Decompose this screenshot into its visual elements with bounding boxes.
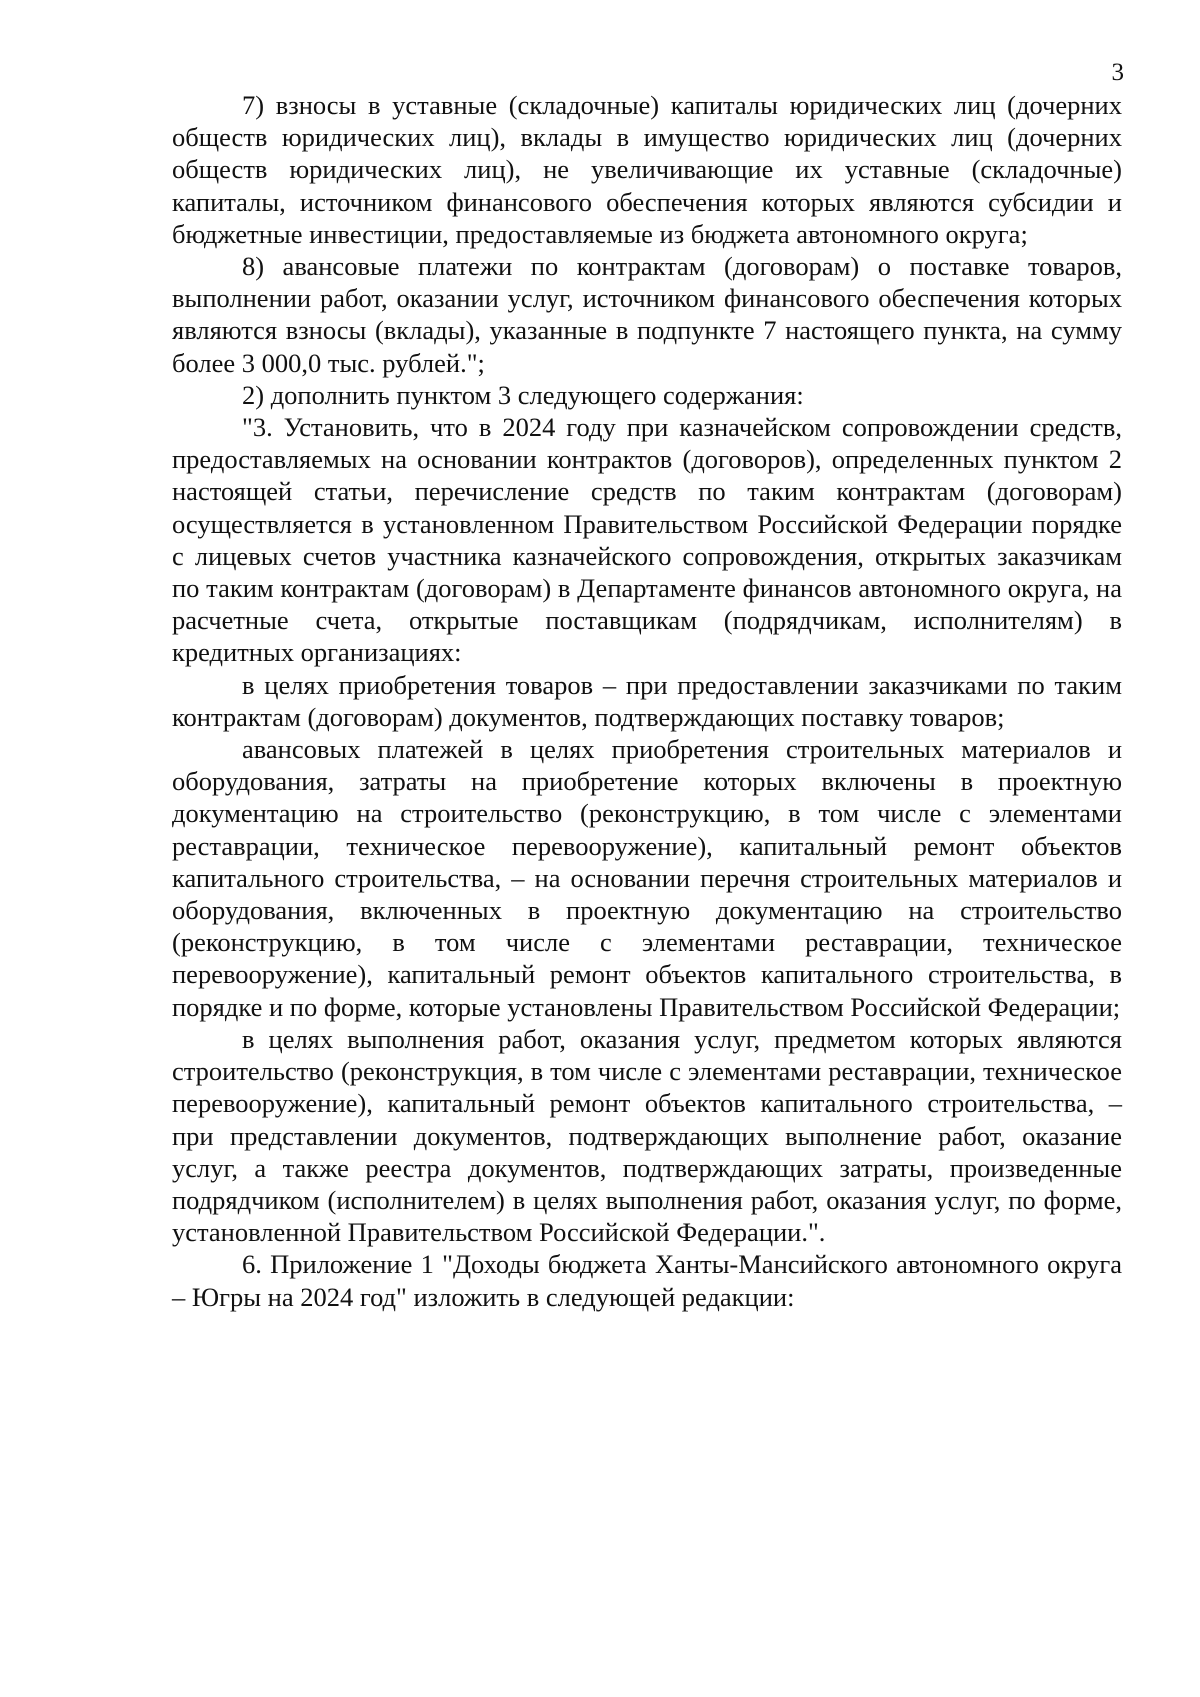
paragraph-goods: в целях приобретения товаров – при предоставлении заказчиками по таким контрактам (договорам) документов, подтверждающих поставку товаров;: [172, 669, 1122, 732]
page-number: 3: [1111, 59, 1124, 86]
paragraph-item-7: 7) взносы в уставные (складочные) капиталы юридических лиц (дочерних обществ юридических лиц), вклады в имущество юридических лиц (дочерних обществ юридических лиц), не увеличивающие их уставные (складочные) капиталы, источником финансового обеспечения которых являются субсидии и бюджетные инвестиции, предоставляемые из бюджета автономного округа;: [172, 90, 1122, 249]
paragraph-item-8: 8) авансовые платежи по контрактам (договорам) о поставке товаров, выполнении работ, оказании услуг, источником финансового обеспечения которых являются взносы (вклады), указанные в подпункте 7 настоящего пункта, на сумму более 3 000,0 тыс. рублей.";: [172, 251, 1122, 378]
paragraph-clause-3: "3. Установить, что в 2024 году при казначейском сопровождении средств, предоставляемых на основании контрактов (договоров), определенных пунктом 2 настоящей статьи, перечисление средств по таким контрактам (договорам) осуществляется в установленном Правительством Российской Федерации порядке с лицевых счетов участника казначейского сопровождения, открытых заказчикам по таким контрактам (договорам) в Департаменте финансов автономного округа, на расчетные счета, открытые поставщикам (подрядчикам, исполнителям) в кредитных организациях:: [172, 412, 1122, 668]
paragraph-appendix-1: 6. Приложение 1 "Доходы бюджета Ханты-Мансийского автономного округа – Югры на 2024 год" изложить в следующей редакции:: [172, 1249, 1122, 1312]
paragraph-advance-payments: авансовых платежей в целях приобретения строительных материалов и оборудования, затраты на приобретение которых включены в проектную документацию на строительство (реконструкцию, в том числе с элементами реставрации, техническое перевооружение), капитальный ремонт объектов капитального строительства, – на основании перечня строительных материалов и оборудования, включенных в проектную документацию на строительство (реконструкцию, в том числе с элементами реставрации, техническое перевооружение), капитальный ремонт объектов капитального строительства, в порядке и по форме, которые установлены Правительством Российской Федерации;: [172, 734, 1122, 1022]
document-body: [172, 89, 1122, 1313]
paragraph-amendment-2: 2) дополнить пунктом 3 следующего содержания:: [242, 379, 804, 410]
paragraph-works-services: в целях выполнения работ, оказания услуг, предметом которых являются строительство (реконструкция, в том числе с элементами реставрации, техническое перевооружение), капитальный ремонт объектов капитального строительства, – при представлении документов, подтверждающих выполнение работ, оказание услуг, а также реестра документов, подтверждающих затраты, произведенные подрядчиком (исполнителем) в целях выполнения работ, оказания услуг, по форме, установленной Правительством Российской Федерации.".: [172, 1023, 1122, 1248]
